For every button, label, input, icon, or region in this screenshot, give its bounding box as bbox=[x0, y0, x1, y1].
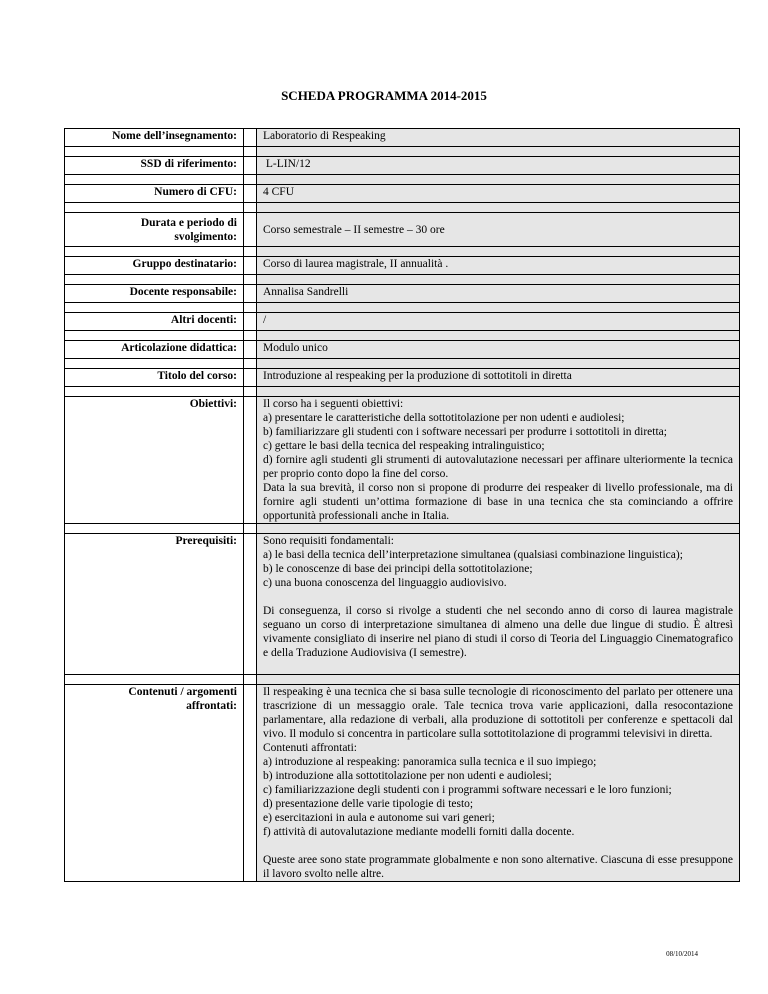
value-contenuti: Il respeaking è una tecnica che si basa sulle tecnologie di riconoscimento del parlato per ottenere una trascrizione di un messaggio orale. Tale tecnica trova varie applicazioni, dalla resocontazione parlamentare, alla redazione di verbali, alla produzione di sottotitoli per conferenze e spettacoli dal vivo. Il modulo si concentra in particolare sulla sottotitolazione di programmi televisivi in diretta. Contenuti affrontati: a) introduzione al respeaking: panoramica sulla tecnica e il suo impiego; b) introduzione alla sottotitolazione per non udenti e audiolesi; c) familiarizzazione degli studenti con i programmi software necessari e le loro funzioni; d) presentazione delle varie tipologie di testo; e) esercitazioni in aula e autonome sui vari generi; f) attività di autovalutazione mediante modelli forniti dalla docente. Queste aree sono state programmate globalmente e non sono alternative. Ciascuna di esse presuppone il lavoro svolto nelle altre. bbox=[257, 685, 740, 882]
value-titolo: Introduzione al respeaking per la produzione di sottotitoli in diretta bbox=[257, 369, 740, 387]
program-table bbox=[64, 128, 740, 882]
row-articolazione bbox=[65, 341, 740, 359]
label-docente: Docente responsabile: bbox=[65, 285, 244, 303]
row-gruppo bbox=[65, 257, 740, 275]
value-ssd: L-LIN/12 bbox=[257, 157, 740, 175]
value-prerequisiti: Sono requisiti fondamentali: a) le basi della tecnica dell’interpretazione simultanea (qualsiasi combinazione linguistica); b) le conoscenze di base dei principi della sottotitolazione; c) una buona conoscenza del linguaggio audiovisivo. Di conseguenza, il corso si rivolge a studenti che nel secondo anno di corso di laurea magistrale seguano un corso di interpretazione simultanea di almeno una delle due lingue di studio. È altresì vivamente consigliato di inserire nel piano di studi il corso di Teoria del Linguaggio Cinematografico e della Traduzione Audiovisiva (I semestre). bbox=[257, 534, 740, 675]
label-nome: Nome dell’insegnamento: bbox=[65, 129, 244, 147]
label-durata: Durata e periodo di svolgimento: bbox=[65, 213, 244, 247]
label-gruppo: Gruppo destinatario: bbox=[65, 257, 244, 275]
value-articolazione: Modulo unico bbox=[257, 341, 740, 359]
row-altri bbox=[65, 313, 740, 331]
label-titolo: Titolo del corso: bbox=[65, 369, 244, 387]
page-title: SCHEDA PROGRAMMA 2014-2015 bbox=[281, 88, 487, 103]
row-titolo bbox=[65, 369, 740, 387]
row-contenuti bbox=[65, 685, 740, 882]
footer-date: 08/10/2014 bbox=[666, 950, 698, 958]
label-altri: Altri docenti: bbox=[65, 313, 244, 331]
value-obiettivi: Il corso ha i seguenti obiettivi: a) presentare le caratteristiche della sottotitolazione per non udenti e audiolesi; b) familiarizzare gli studenti con i software necessari per produrre i sottotitoli in diretta; c) gettare le basi della tecnica del respeaking intralinguistico; d) fornire agli studenti gli strumenti di autovalutazione necessari per affinare ulteriormente la tecnica per proprio conto dopo la fine del corso. Data la sua brevità, il corso non si propone di produrre dei respeaker di livello professionale, ma di fornire agli studenti un’ottima formazione di base in una tecnica che sta cominciando a offrire opportunità professionali anche in Italia. bbox=[257, 397, 740, 524]
value-gruppo: Corso di laurea magistrale, II annualità . bbox=[257, 257, 740, 275]
label-articolazione: Articolazione didattica: bbox=[65, 341, 244, 359]
value-altri: / bbox=[257, 313, 740, 331]
value-cfu: 4 CFU bbox=[257, 185, 740, 203]
row-cfu bbox=[65, 185, 740, 203]
row-nome bbox=[65, 129, 740, 147]
label-prerequisiti: Prerequisiti: bbox=[65, 534, 244, 675]
label-cfu: Numero di CFU: bbox=[65, 185, 244, 203]
value-nome: Laboratorio di Respeaking bbox=[257, 129, 740, 147]
label-contenuti: Contenuti / argomenti affrontati: bbox=[65, 685, 244, 882]
row-ssd bbox=[65, 157, 740, 175]
row-obiettivi bbox=[65, 397, 740, 524]
label-obiettivi: Obiettivi: bbox=[65, 397, 244, 524]
row-docente bbox=[65, 285, 740, 303]
label-ssd: SSD di riferimento: bbox=[65, 157, 244, 175]
value-durata: Corso semestrale – II semestre – 30 ore bbox=[257, 213, 740, 247]
row-prerequisiti bbox=[65, 534, 740, 675]
value-docente: Annalisa Sandrelli bbox=[257, 285, 740, 303]
row-durata bbox=[65, 213, 740, 247]
